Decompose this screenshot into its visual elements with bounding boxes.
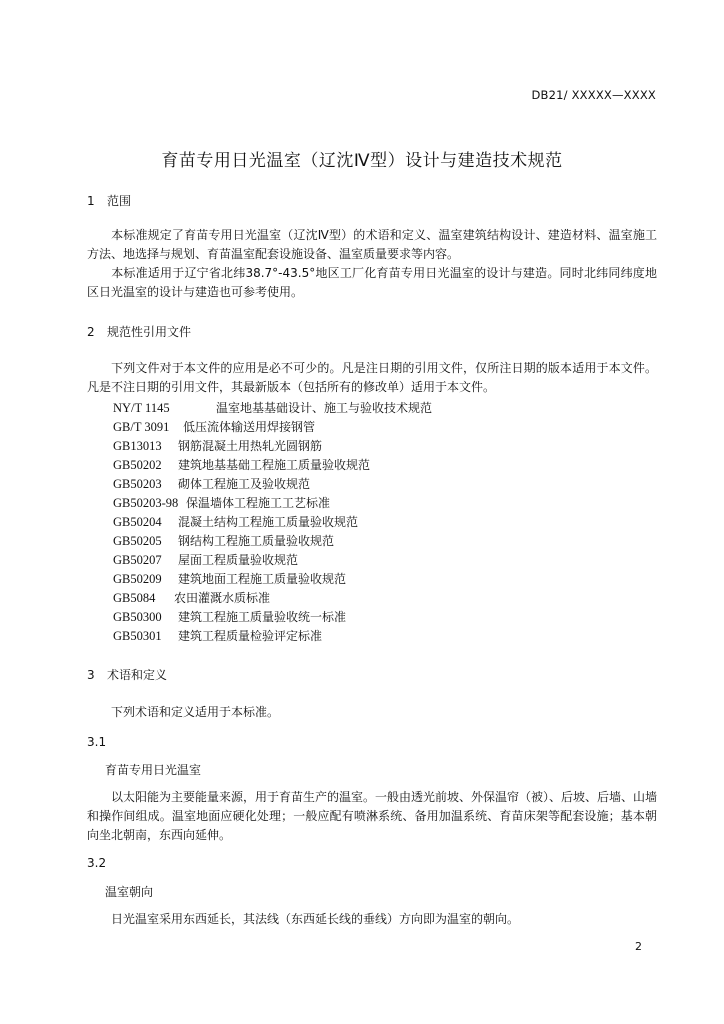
section-heading-3 — [87, 666, 167, 683]
section-heading-2 — [87, 323, 191, 340]
reference-code: GB50205 — [113, 534, 162, 548]
section-number: 3 — [87, 668, 95, 682]
page-number: 2 — [635, 940, 642, 953]
reference-code: NY/T 1145 — [113, 401, 170, 415]
reference-item — [113, 627, 322, 644]
reference-code: GB50300 — [113, 610, 162, 624]
paragraph-text: 以太阳能为主要能量来源，用于育苗生产的温室。一般由透光前坡、外保温帘（被）、后坡、后墙、山墙和操作间组成。温室地面应硬化处理；一般应配有喷淋系统、备用加温系统、育苗床架等配套设施；基本朝向坐北朝南，东西向延伸。 — [87, 790, 658, 842]
reference-item — [113, 437, 322, 454]
reference-name: 建筑工程质量检验评定标准 — [178, 629, 323, 643]
reference-name: 温室地基基础设计、施工与验收技术规范 — [216, 401, 433, 415]
reference-name: 混凝土结构工程施工质量验收规范 — [178, 515, 359, 529]
reference-name: 钢筋混凝土用热轧光圆钢筋 — [178, 439, 323, 453]
reference-item — [113, 532, 334, 549]
section-title: 规范性引用文件 — [107, 325, 192, 339]
subsection-number-3-2: 3.2 — [87, 856, 107, 870]
section-title: 术语和定义 — [107, 668, 168, 682]
reference-item — [113, 456, 370, 473]
paragraph-term-3-2 — [87, 910, 657, 929]
reference-code: GB5084 — [113, 591, 156, 605]
section-number: 1 — [87, 194, 95, 208]
reference-code: GB50301 — [113, 629, 162, 643]
reference-name: 农田灌溉水质标准 — [174, 591, 271, 605]
reference-item — [113, 513, 358, 530]
paragraph-normative-refs — [87, 359, 657, 397]
reference-name: 屋面工程质量验收规范 — [178, 553, 299, 567]
reference-item — [113, 570, 346, 587]
reference-code: GB50207 — [113, 553, 162, 567]
paragraph-text: 日光温室采用东西延长，其法线（东西延长线的垂线）方向即为温室的朝向。 — [111, 912, 520, 926]
term-title-3-1: 育苗专用日光温室 — [105, 763, 202, 777]
reference-item — [113, 475, 310, 492]
reference-name: 钢结构工程施工质量验收规范 — [178, 534, 335, 548]
subsection-number-3-1: 3.1 — [87, 735, 107, 749]
reference-item — [113, 551, 298, 568]
reference-name: 低压流体输送用焊接钢管 — [183, 420, 316, 434]
section-number: 2 — [87, 325, 95, 339]
reference-code: GB50204 — [113, 515, 162, 529]
paragraph-text: 本标准适用于辽宁省北纬38.7°-43.5°地区工厂化育苗专用日光温室的设计与建造。同时北纬同纬度地区日光温室的设计与建造也可参考使用。 — [87, 266, 657, 299]
reference-code: GB50202 — [113, 458, 162, 472]
reference-name: 建筑地基基础工程施工质量验收规范 — [178, 458, 371, 472]
paragraph-text: 下列文件对于本文件的应用是必不可少的。凡是注日期的引用文件，仅所注日期的版本适用于本文件。凡是不注日期的引用文件，其最新版本（包括所有的修改单）适用于本文件。 — [87, 361, 657, 394]
reference-name: 建筑工程施工质量验收统一标准 — [178, 610, 347, 624]
section-heading-1 — [87, 192, 131, 209]
reference-item — [113, 589, 270, 606]
reference-code: GB50203 — [113, 477, 162, 491]
reference-code: GB50203-98 — [113, 496, 179, 510]
reference-name: 砌体工程施工及验收规范 — [178, 477, 311, 491]
section-title: 范围 — [107, 194, 132, 208]
paragraph-terms-intro — [87, 703, 657, 722]
paragraph-scope-1 — [87, 226, 657, 264]
reference-item — [113, 494, 330, 511]
paragraph-scope-2 — [87, 264, 657, 302]
reference-name: 建筑地面工程施工质量验收规范 — [178, 572, 347, 586]
standard-code: DB21/ XXXXX—XXXX — [531, 88, 656, 102]
paragraph-term-3-1 — [87, 788, 657, 845]
paragraph-text: 本标准规定了育苗专用日光温室（辽沈Ⅳ型）的术语和定义、温室建筑结构设计、建造材料、温室施工方法、地选择与规划、育苗温室配套设施设备、温室质量要求等内容。 — [87, 228, 657, 261]
term-title-3-2: 温室朝向 — [105, 885, 154, 899]
reference-code: GB/T 3091 — [113, 420, 170, 434]
reference-item — [113, 399, 432, 416]
reference-item — [113, 418, 315, 435]
reference-code: GB50209 — [113, 572, 162, 586]
reference-item — [113, 608, 346, 625]
paragraph-text: 下列术语和定义适用于本标准。 — [111, 705, 280, 719]
reference-code: GB13013 — [113, 439, 162, 453]
document-title: 育苗专用日光温室（辽沈Ⅳ型）设计与建造技术规范 — [161, 151, 563, 171]
reference-name: 保温墙体工程施工工艺标准 — [186, 496, 331, 510]
